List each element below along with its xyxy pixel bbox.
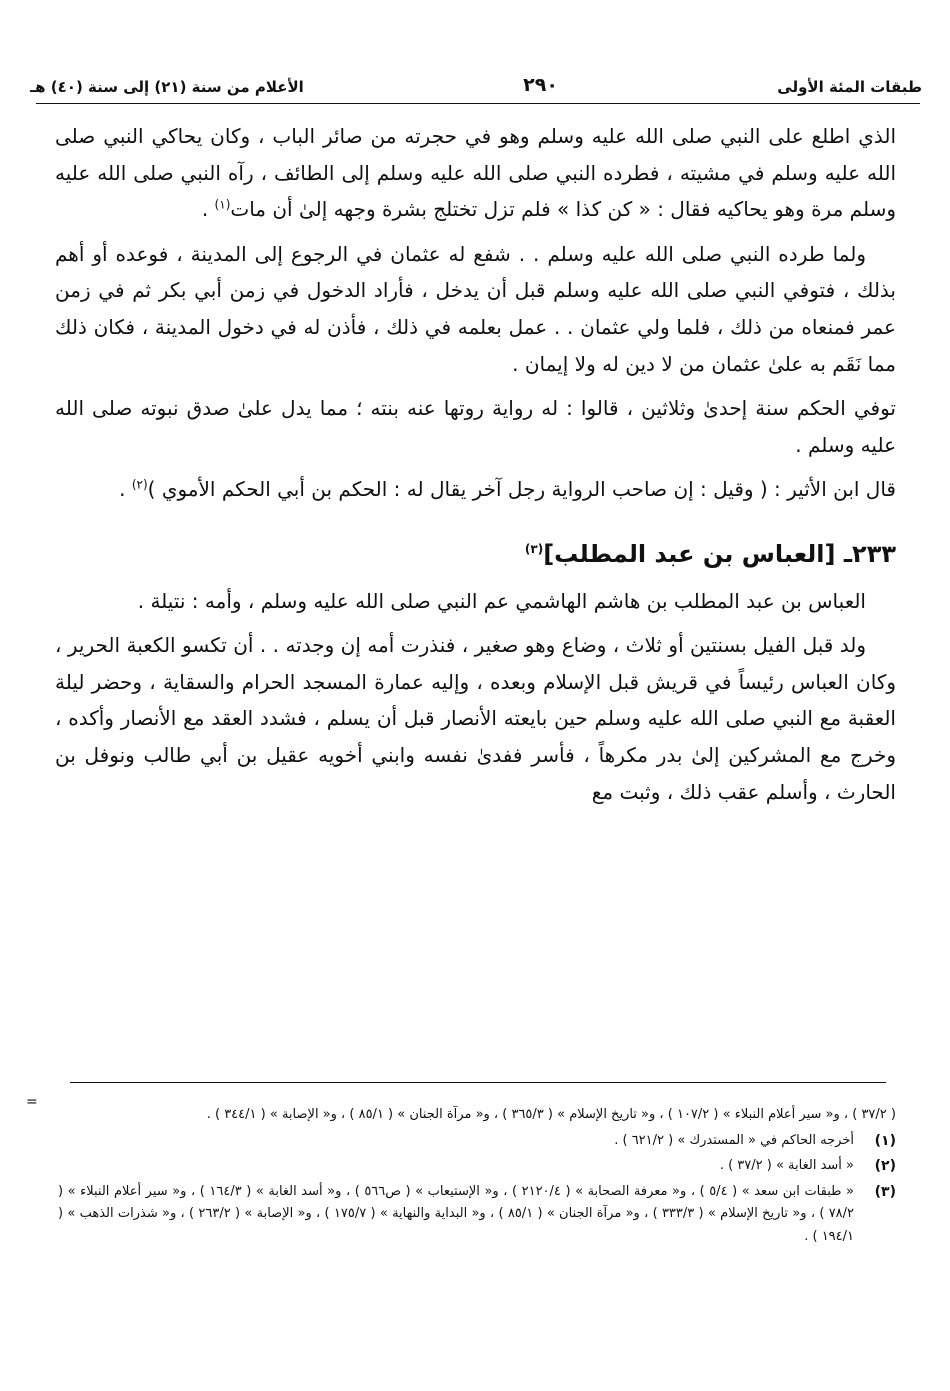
paragraph-4-end: . <box>119 477 132 502</box>
footnote-ref-3[interactable]: (٣) <box>524 541 544 556</box>
paragraph-4 <box>55 471 896 508</box>
entry-title: ٢٣٣ـ [العباس بن عبد المطلب] <box>543 539 896 568</box>
main-text <box>55 118 896 818</box>
footnote-ref-2[interactable]: (٢) <box>131 477 148 492</box>
paragraph-6: ولد قبل الفيل بسنتين أو ثلاث ، وضاع وهو صغير ، فنذرت أمه إن وجدته . . أن تكسو الكعبة الحرير ، وكان العباس رئيساً في قريش قبل الإسلام وبعده ، وإليه عمارة المسجد الحرام والسقاية ، وحضر ليلة العقبة مع النبي صلى الله عليه وسلم حين بايعته الأنصار قبل أن يسلم ، فشدد العقد مع الأنصار وأكده ، وخرج مع المشركين إلىٰ بدر مكرهاً ، فأسر ففدىٰ نفسه وابني أخويه عقيل بن أبي طالب ونوفل بن الحارث ، وأسلم عقب ذلك ، وثبت مع <box>55 633 896 804</box>
footnote-continuation-mark: = <box>26 1094 38 1110</box>
footnote-continuation-text: ( ٣٧/٢ ) ، و« سير أعلام النبلاء » ( ١٠٧/٢ ) ، و« تاريخ الإسلام » ( ٣٦٥/٣ ) ، و« مرآة الجنان » ( ٨٥/١ ) ، و« الإصابة » ( ٣٤٤/١ ) . <box>206 1107 896 1122</box>
footnote-number: (٢) <box>874 1158 896 1174</box>
footnote-number: (٣) <box>874 1183 896 1200</box>
running-header <box>30 62 922 96</box>
paragraph-1-end: . <box>201 197 215 222</box>
footnote-rule <box>70 1082 886 1083</box>
footnote-continuation <box>58 1104 896 1127</box>
entry-heading <box>55 536 896 573</box>
paragraph-2: ولما طرده النبي صلى الله عليه وسلم . . شفع له عثمان في الرجوع إلى المدينة ، فوعده أو أهم بذلك ، فتوفي النبي صلى الله عليه وسلم قبل أن يدخل ، فأراد الدخول في زمن أبي بكر ثم في زمن عمر فمنعاه من ذلك ، فلما ولي عثمان . . عمل بعلمه في ذلك ، فأذن له في دخول المدينة ، فكان ذلك مما نَقَم به علىٰ عثمان من لا دين له ولا إيمان . <box>55 241 896 376</box>
footnote-number: (١) <box>874 1132 896 1149</box>
paragraph-3: توفي الحكم سنة إحدىٰ وثلاثين ، قالوا : له رواية روتها عنه بنته ؛ مما يدل علىٰ صدق نبوته صلى الله عليه وسلم . <box>55 396 896 457</box>
footnote-2 <box>58 1155 896 1178</box>
paragraph-4-text: قال ابن الأثير : ( وقيل : إن صاحب الرواية رجل آخر يقال له : الحكم بن أبي الحكم الأموي ) <box>147 477 896 502</box>
footnote-text: « أسد الغابة » ( ٣٧/٢ ) . <box>719 1158 854 1173</box>
footnote-ref-1[interactable]: (١) <box>214 197 231 212</box>
book-title: طبقات المئة الأولى <box>777 78 922 96</box>
paragraph-1-text: الذي اطلع على النبي صلى الله عليه وسلم وهو في حجرته من صائر الباب ، وكان يحاكي النبي صلى الله عليه وسلم في مشيته ، فطرده النبي صلى الله عليه وسلم إلى الطائف ، رآه النبي صلى الله عليه وسلم مرة وهو يحاكيه فقال : « كن كذا » فلم تزل تختلج بشرة وجهه إلىٰ أن مات <box>55 124 896 222</box>
footnote-text: « طبقات ابن سعد » ( ٥/٤ ) ، و« معرفة الصحابة » ( ٢١٢٠/٤ ) ، و« الإستيعاب » ( ص٥٦٦ ) ، و« أسد الغابة » ( ١٦٤/٣ ) ، و« سير أعلام النبلاء » ( ٧٨/٢ ) ، و« تاريخ الإسلام » ( ٣٣٣/٣ ) ، و« مرآة الجنان » ( ٨٥/١ ) ، و« البداية والنهاية » ( ١٧٥/٧ ) ، و« الإصابة » ( ٢٦٣/٢ ) ، و« شذرات الذهب » ( ١٩٤/١ ) . <box>58 1183 855 1244</box>
footnotes <box>58 1104 896 1251</box>
paragraph-1 <box>55 118 896 228</box>
footnote-text: أخرجه الحاكم في « المستدرك » ( ٦٢١/٢ ) . <box>614 1132 854 1148</box>
page-number: ٢٩٠ <box>523 74 558 96</box>
footnote-3 <box>58 1181 896 1249</box>
footnote-1 <box>58 1130 896 1153</box>
header-rule <box>36 103 920 104</box>
paragraph-5: العباس بن عبد المطلب بن هاشم الهاشمي عم النبي صلى الله عليه وسلم ، وأمه : نتيلة . <box>137 588 866 613</box>
section-range-title: الأعلام من سنة (٢١) إلى سنة (٤٠) هـ <box>30 78 304 96</box>
